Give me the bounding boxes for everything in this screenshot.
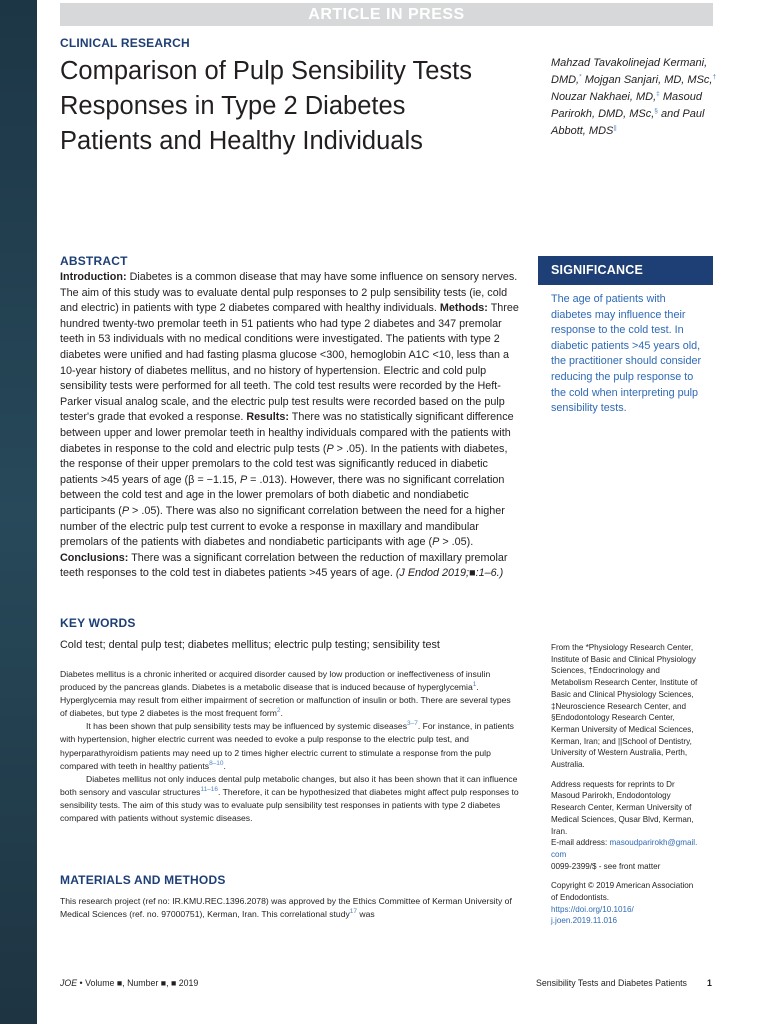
introduction-body — [60, 668, 520, 825]
address-line: Medical Sciences, Qusar Blvd, Kerman, — [551, 814, 694, 824]
address-line: Iran. — [551, 826, 568, 836]
body-text: Diabetes mellitus not only induces dental pulp metabolic changes, but also it has been shown that it can influence both sensory and vascular structures — [60, 773, 518, 797]
abstract-heading: ABSTRACT — [60, 254, 128, 268]
affiliation-line: ‡Neuroscience Research Center, and — [551, 701, 686, 711]
reference-link[interactable]: 1 — [472, 681, 477, 689]
address-line: Research Center, Kerman University of — [551, 803, 692, 813]
body-paragraph — [60, 668, 520, 720]
body-text: was — [357, 909, 375, 920]
body-text: . — [280, 708, 283, 719]
body-paragraph — [60, 773, 520, 825]
affiliation-mark[interactable]: ‡ — [656, 90, 660, 98]
body-paragraph — [60, 720, 520, 772]
author-name: Nouzar Nakhaei, MD, — [551, 91, 657, 103]
results-label: Results: — [246, 411, 289, 424]
affiliation-line: Metabolism Research Center, Institute of — [551, 678, 698, 688]
body-text: . For instance, in patients with hypertension, higher electric current was needed to evoke a pulp response to the electric pulp test, and hyperparathyroidism patients may need up to 2 times higher electric current to stimulate a response from the pulp compared with teeth in healthy patients — [60, 721, 514, 771]
methods-label: Methods: — [439, 302, 488, 315]
affiliation-mark[interactable]: || — [613, 124, 617, 132]
reference-link[interactable]: 2 — [276, 707, 281, 715]
affiliation-line: Basic and Clinical Physiology Sciences, — [551, 689, 694, 699]
conclusions-text: There was a significant correlation between the reduction of maxillary premolar teeth responses to the cold test in diabetes patients >45 years of age. — [60, 551, 508, 580]
doi-link[interactable]: https://doi.org/10.1016/ — [551, 904, 634, 914]
body-text: Diabetes mellitus is a chronic inherited or acquired disorder caused by low production or ineffectiveness of insulin produced by the pancreas glands. Diabetes is a metabolic disease that is induced because of hyperglycemia — [60, 669, 491, 693]
issue-info: • Volume ■, Number ■, ■ 2019 — [77, 978, 199, 988]
doi-link[interactable]: j.joen.2019.11.016 — [551, 916, 618, 926]
methods-text: Three hundred twenty-two premolar teeth in 51 patients who had type 2 diabetes and 347 premolar teeth in 53 individuals with no medical conditions were investigated. The patients with type 2 diabetes were unified and had fasting plasma glucose <300, hemoglobin A1C <10, less than a 10-year history of diabetes mellitus, and no history of hypertension. Electric and cold pulp sensibility tests were performed for all teeth. The cold test results were recorded by the Heft-Parker visual analog scale, and the electric pulp test results were recorded based on the pulp tester's grade that evoked a response. — [60, 302, 519, 424]
reference-link[interactable]: 8–10 — [209, 759, 224, 767]
conclusions-label: Conclusions: — [60, 551, 129, 564]
significance-heading: SIGNIFICANCE — [538, 256, 713, 285]
body-text: This research project (ref no: IR.KMU.REC.1396.2078) was approved by the Ethics Committee of Kerman University of Medical Sciences (ref. no. 97000751), Kerman, Iran. This correlational study — [60, 896, 512, 920]
reference-link[interactable]: 11–16 — [200, 785, 219, 793]
author-name: Mojgan Sanjari, MD, MSc, — [584, 74, 713, 86]
body-text: . — [223, 760, 226, 771]
section-label: CLINICAL RESEARCH — [60, 36, 190, 50]
running-title: Sensibility Tests and Diabetes Patients — [536, 978, 687, 988]
author-list — [551, 55, 726, 140]
author-name: Masoud Parirokh, DMD, MSc, — [551, 91, 702, 120]
results-text: > .05). In the patients with diabetes, the response of their upper premolars to the cold test was significantly reduced in diabetic patients >45 years of age (β = −1.15, — [60, 442, 508, 486]
significance-text: The age of patients with diabetes may influence their response to the cold test. In diabetic patients >45 years old, the practitioner should consider reducing the pulp response to the cold when interpreting pulp sensibility tests. — [551, 293, 702, 415]
affiliation-line: Institute of Basic and Clinical Physiology — [551, 654, 696, 664]
keywords-text: Cold test; dental pulp test; diabetes mellitus; electric pulp testing; sensibility test — [60, 639, 440, 651]
side-notes — [551, 642, 713, 927]
issn: 0099-2399/$ - see front matter — [551, 861, 661, 871]
results-text: = .013). However, there was no significant correlation between the cold test and age in the lower premolars of both diabetic and nondiabetic participants ( — [60, 473, 505, 517]
body-text: It has been shown that pulp sensibility tests may be influenced by systemic diseases — [86, 721, 408, 732]
intro-text: Diabetes is a common disease that may have some influence on sensory nerves. The aim of this study was to evaluate dental pulp responses to 2 pulp sensibility tests (ie, cold and electric) in patients with type 2 diabetes compared with healthy individuals. — [60, 271, 518, 315]
affiliation-line: From the *Physiology Research Center, — [551, 643, 694, 652]
affiliation-line: University of Western Australia, Perth, — [551, 748, 688, 758]
copyright-line: of Endodontists. — [551, 893, 610, 903]
email-label: E-mail address: — [551, 838, 610, 848]
article-in-press-banner: ARTICLE IN PRESS — [60, 3, 713, 26]
p-symbol: P — [432, 536, 440, 549]
affiliation-line: Sciences, †Endocrinology and — [551, 666, 660, 676]
email-link[interactable]: masoudparirokh@gmail. — [609, 838, 698, 848]
email-line — [551, 837, 713, 849]
results-text: > .05). There was also no significant correlation between the need for a higher number of the electric pulp test current to evoke a response in maxillary and mandibular premolars of the patients with diabetes and nondiabetic participants with age ( — [60, 504, 505, 549]
affiliation-mark[interactable]: § — [654, 107, 658, 115]
affiliation-line: Kerman University of Medical Sciences, — [551, 724, 694, 734]
p-symbol: P — [326, 442, 334, 455]
footer-journal-info — [60, 978, 198, 988]
results-text: There was no statistically significant difference between upper and lower premolar teeth in healthy individuals compared with the patients with diabetes in response to the cold and electric pulp tests ( — [60, 411, 514, 455]
keywords-heading: KEY WORDS — [60, 616, 136, 630]
address-line: Masoud Parirokh, Endodontology — [551, 791, 671, 801]
affiliations — [551, 642, 713, 771]
affiliation-line: Kerman, Iran; and ||School of Dentistry, — [551, 736, 692, 746]
page-number: 1 — [707, 978, 712, 988]
materials-methods-heading: MATERIALS AND METHODS — [60, 873, 226, 887]
methods-body — [60, 895, 520, 921]
affiliation-line: §Endodontology Research Center, — [551, 713, 675, 723]
reprint-address — [551, 779, 713, 861]
left-side-bar — [0, 0, 37, 1024]
copyright-line: Copyright © 2019 American Association — [551, 881, 694, 891]
p-symbol: P — [121, 504, 130, 517]
abstract-text — [60, 270, 520, 582]
reference-link[interactable]: 3–7 — [407, 720, 418, 728]
email-link[interactable]: com — [551, 849, 567, 859]
article-title: Comparison of Pulp Sensibility Tests Responses in Type 2 Diabetes Patients and Healthy Individuals — [60, 57, 472, 155]
address-line: Address requests for reprints to Dr — [551, 779, 675, 789]
author-name: Mahzad Tavakolinejad Kermani, DMD, — [551, 57, 708, 86]
affiliation-mark[interactable]: * — [579, 73, 582, 81]
affiliation-mark[interactable]: † — [712, 73, 717, 81]
intro-label: Introduction: — [60, 271, 127, 283]
p-symbol: P — [239, 473, 248, 486]
affiliation-line: Australia. — [551, 760, 585, 770]
citation: (J Endod 2019;■:1–6.) — [395, 567, 504, 580]
body-text: . Therefore, it can be hypothesized that diabetes might affect pulp responses to sensibility tests. The aim of this study was to evaluate pulp sensibility test responses in patients with type 2 diabetes compared with patients without systemic diseases. — [60, 786, 519, 824]
results-text: > .05). — [439, 536, 474, 549]
author-name: and Paul Abbott, MDS — [551, 108, 705, 137]
reference-link[interactable]: 17 — [349, 908, 358, 916]
body-text: . Hyperglycemia may result from either impairment of secretion or malfunction of insulin or both. There are several types of diabetes, but type 2 diabetes is the most frequent form — [60, 682, 511, 719]
journal-abbrev: JOE — [60, 978, 78, 988]
copyright — [551, 880, 713, 927]
